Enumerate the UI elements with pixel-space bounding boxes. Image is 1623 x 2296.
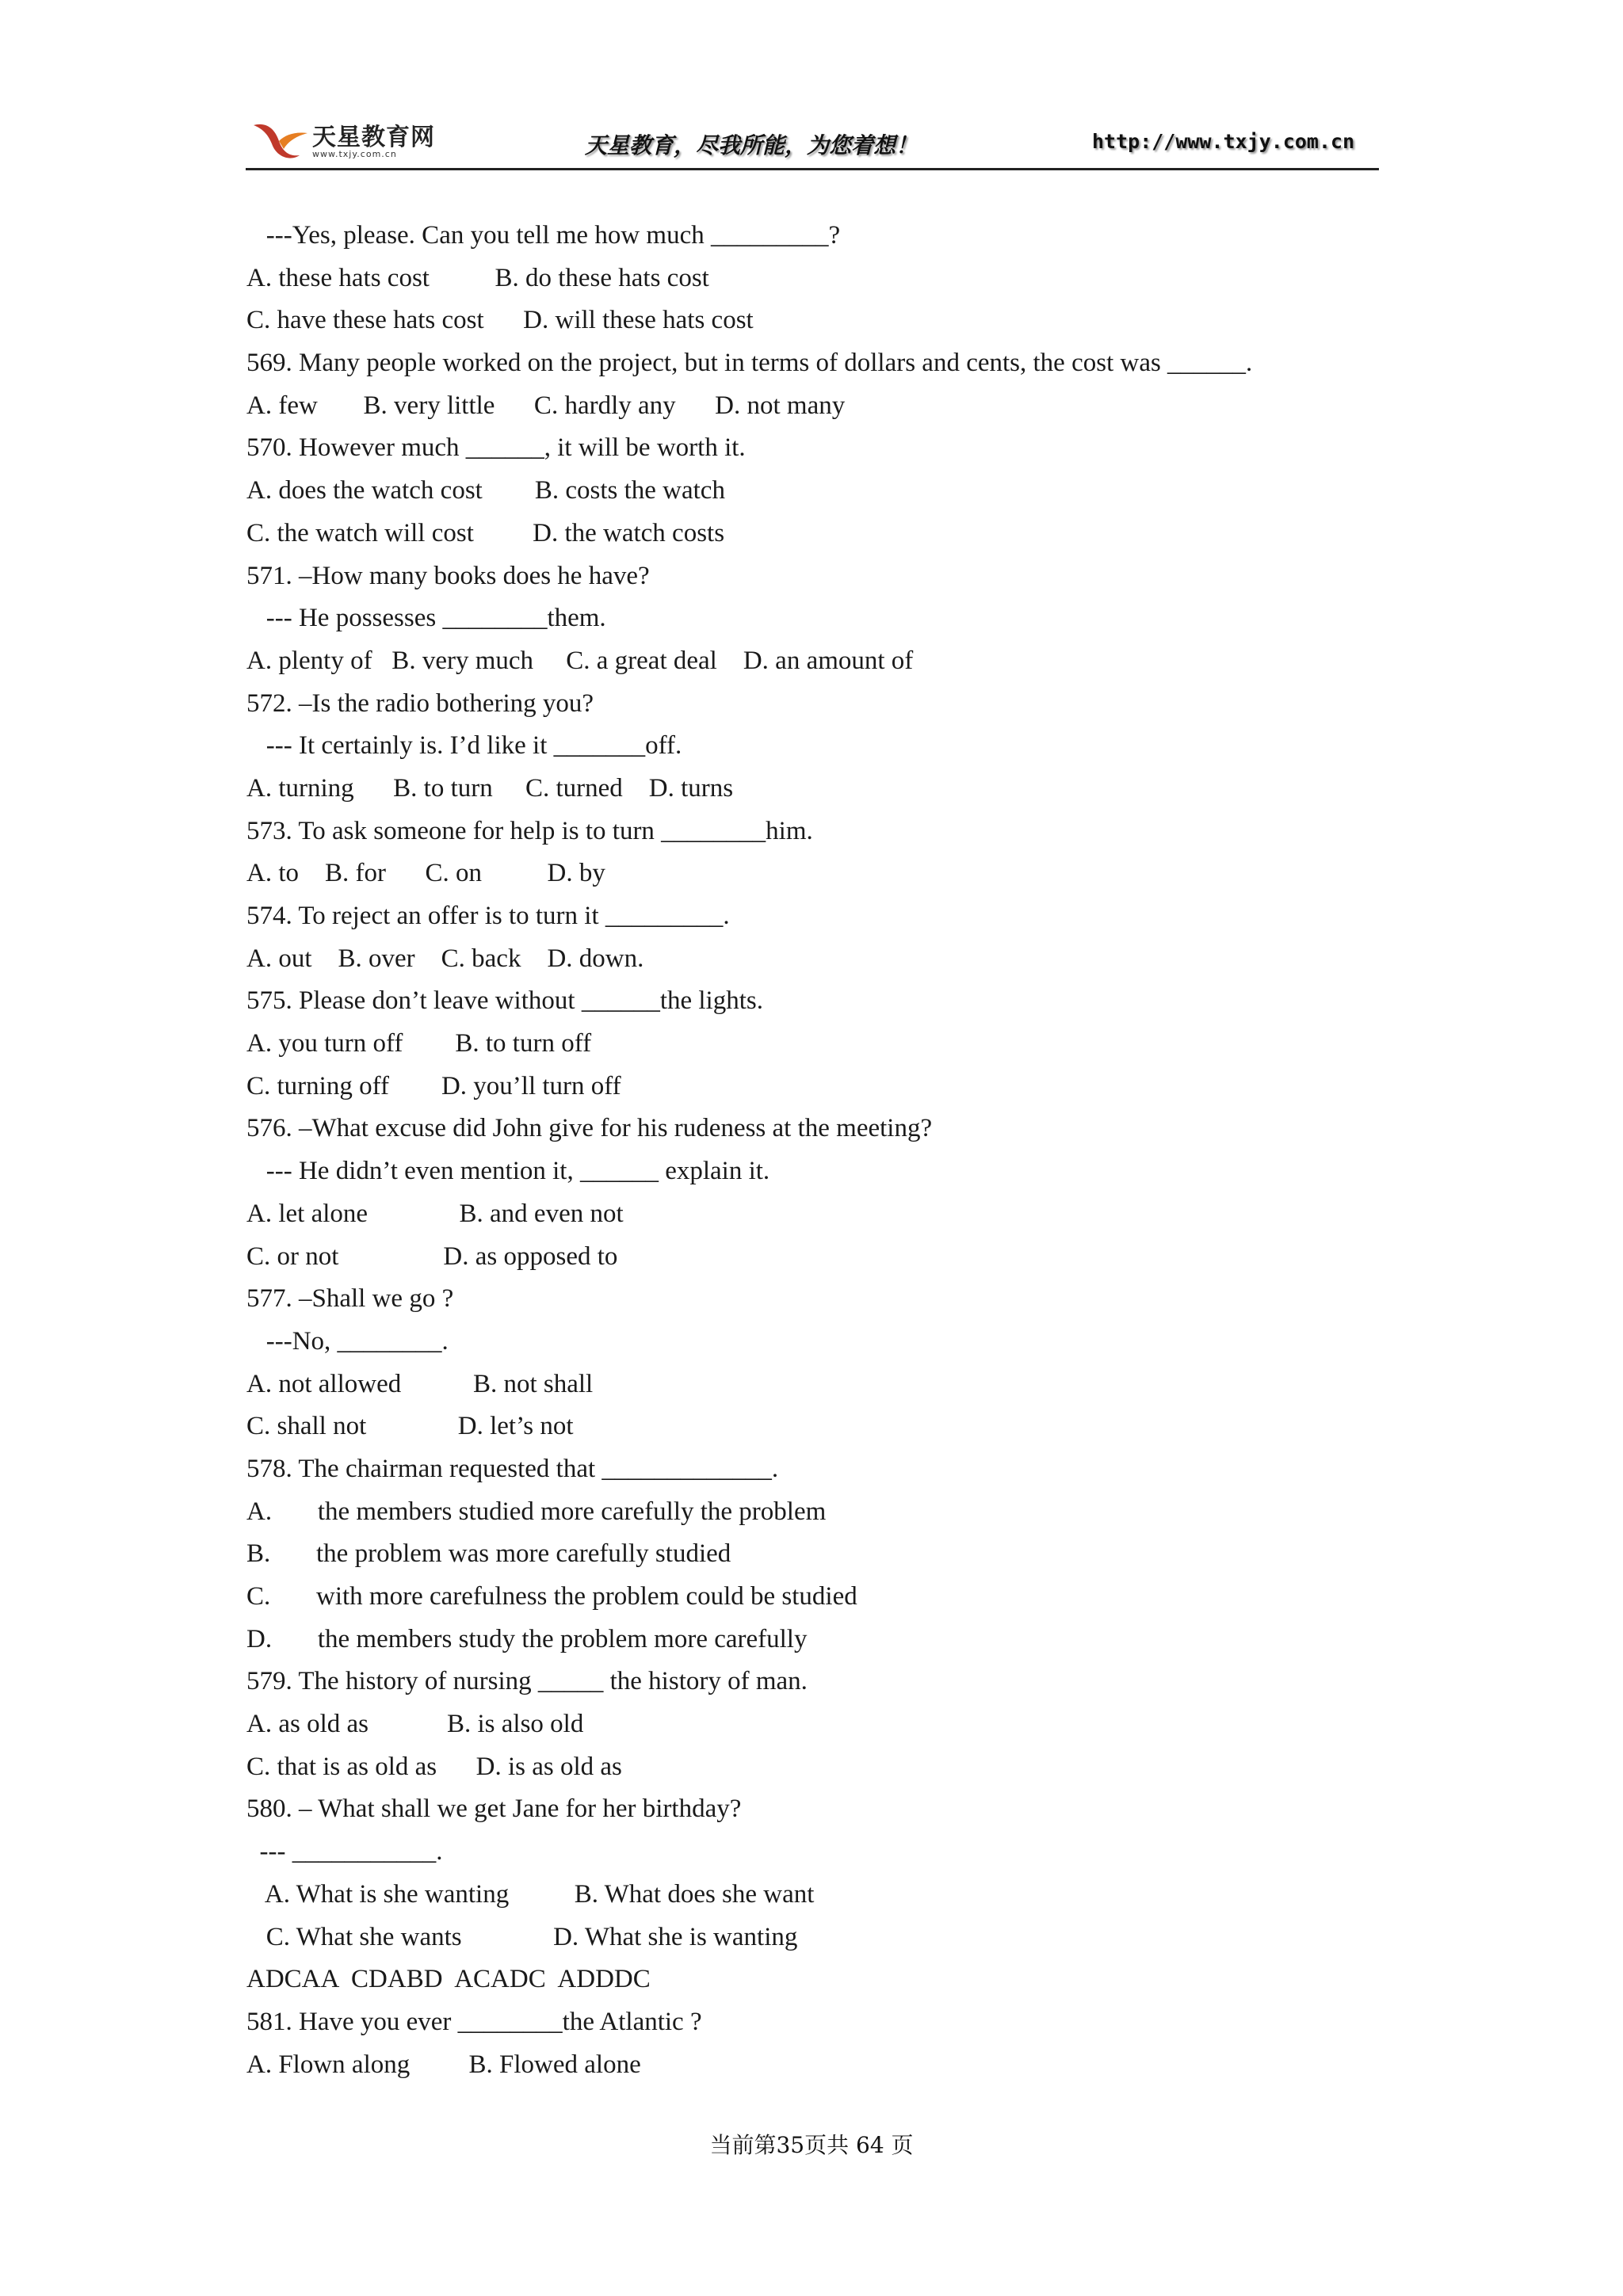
text-line: C. turning off D. you’ll turn off xyxy=(246,1071,621,1100)
question-text xyxy=(246,215,1388,2086)
header-slogan: 天星教育，尽我所能，为您着想！ xyxy=(585,132,918,158)
text-line: --- He didn’t even mention it, ______ explain it. xyxy=(246,1157,770,1186)
text-line: 576. –What excuse did John give for his rudeness at the meeting? xyxy=(246,1114,933,1143)
text-line: A. Flown along B. Flowed alone xyxy=(246,2050,641,2079)
logo-text: 天星教育网 xyxy=(312,124,435,151)
text-line: 570. However much ______, it will be worth it. xyxy=(246,433,746,463)
text-line: A. the members studied more carefully the problem xyxy=(246,1497,827,1526)
text-line: A. turning B. to turn C. turned D. turns xyxy=(246,773,734,803)
text-line: D. the members study the problem more carefully xyxy=(246,1624,808,1653)
text-line: C. have these hats cost D. will these hats cost xyxy=(246,306,754,335)
text-line: --- It certainly is. I’d like it _______off. xyxy=(246,731,682,761)
logo-url: www.txjy.com.cn xyxy=(312,149,397,159)
text-line: --- ___________. xyxy=(246,1837,443,1867)
text-line: C. What she wants D. What she is wanting xyxy=(246,1922,798,1951)
text-line: C. shall not D. let’s not xyxy=(246,1412,574,1441)
text-line: A. few B. very little C. hardly any D. not many xyxy=(246,391,846,420)
text-line: 579. The history of nursing _____ the history of man. xyxy=(246,1667,808,1696)
text-line: --- He possesses ________them. xyxy=(246,604,606,633)
text-line: A. you turn off B. to turn off xyxy=(246,1029,592,1058)
text-line: ---Yes, please. Can you tell me how much _________? xyxy=(246,221,841,250)
text-line: A. to B. for C. on D. by xyxy=(246,859,605,888)
page-number: 当前第35页共 64 页 xyxy=(709,2132,914,2158)
text-line: C. the watch will cost D. the watch costs xyxy=(246,518,725,547)
text-line: 571. –How many books does he have? xyxy=(246,561,650,590)
text-line: 573. To ask someone for help is to turn ________him. xyxy=(246,816,813,845)
text-line: A. let alone B. and even not xyxy=(246,1199,624,1228)
text-line: 574. To reject an offer is to turn it _________. xyxy=(246,902,730,930)
text-line: A. out B. over C. back D. down. xyxy=(246,944,644,973)
text-line: C. that is as old as D. is as old as xyxy=(246,1752,622,1781)
text-line: ---No, ________. xyxy=(246,1326,449,1356)
site-logo xyxy=(250,116,441,163)
text-line: A. plenty of B. very much C. a great deal D. an amount of xyxy=(246,646,914,675)
text-line: 575. Please don’t leave without ______the lights. xyxy=(246,986,763,1016)
text-line: C. or not D. as opposed to xyxy=(246,1241,618,1271)
answer-key-line: ADCAA CDABD ACADC ADDDC xyxy=(246,1965,651,1994)
page-header xyxy=(246,111,1379,170)
text-line: C. with more carefulness the problem could be studied xyxy=(246,1582,857,1611)
text-line: 577. –Shall we go ? xyxy=(246,1284,454,1314)
text-line: 581. Have you ever ________the Atlantic ? xyxy=(246,2007,702,2036)
text-line: A. does the watch cost B. costs the watch xyxy=(246,476,725,505)
header-site-url: http://www.txjy.com.cn xyxy=(1092,130,1355,153)
text-line: 572. –Is the radio bothering you? xyxy=(246,688,594,718)
swoosh-logo-icon xyxy=(250,117,311,163)
text-line: A. not allowed B. not shall xyxy=(246,1369,594,1398)
text-line: 569. Many people worked on the project, but in terms of dollars and cents, the cost was ______. xyxy=(246,349,1253,378)
text-line: B. the problem was more carefully studied xyxy=(246,1539,731,1569)
text-line: A. as old as B. is also old xyxy=(246,1710,584,1739)
text-line: A. these hats cost B. do these hats cost xyxy=(246,263,709,292)
header-divider xyxy=(246,168,1379,170)
text-line: A. What is she wanting B. What does she want xyxy=(246,1879,815,1909)
text-line: 580. – What shall we get Jane for her birthday? xyxy=(246,1794,742,1824)
text-line: 578. The chairman requested that _____________. xyxy=(246,1454,779,1483)
